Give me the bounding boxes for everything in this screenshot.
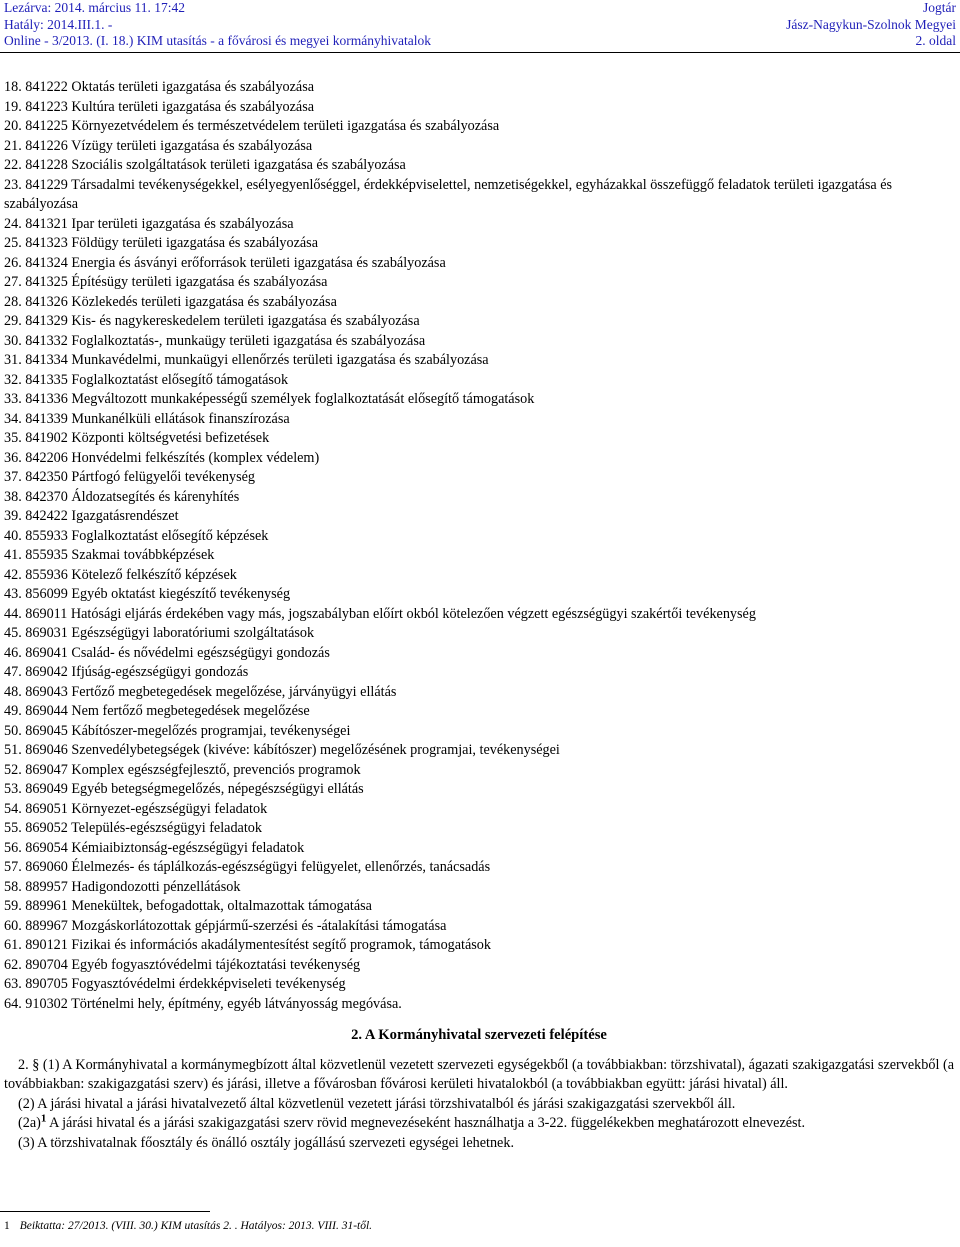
list-item: 23. 841229 Társadalmi tevékenységekkel, esélyegyenlőséggel, érdekképviselettel, nemzetiségekkel, egyházakkal összefüggő feladatok területi igazgatása és szabályozása (4, 176, 893, 212)
list-item: 38. 842370 Áldozatsegítés és kárenyhítés (4, 488, 240, 505)
list-item: 24. 841321 Ipar területi igazgatása és szabályozása (4, 215, 294, 232)
paragraph-2a (4, 1114, 954, 1134)
list-item: 22. 841228 Szociális szolgáltatások területi igazgatása és szabályozása (4, 157, 406, 173)
header-brand: Jogtár (923, 0, 956, 15)
list-item: 31. 841334 Munkavédelmi, munkaügyi ellenőrzés területi igazgatása és szabályozása (4, 352, 489, 368)
list-item: 33. 841336 Megváltozott munkaképességű személyek foglalkoztatását elősegítő támogatások (4, 391, 535, 407)
list-item: 62. 890704 Egyéb fogyasztóvédelmi tájékoztatási tevékenység (4, 956, 361, 973)
header-source: Online - 3/2013. (I. 18.) KIM utasítás - a fővárosi és megyei kormányhivatalok (4, 33, 432, 48)
list-item: 48. 869043 Fertőző megbetegedések megelőzése, járványügyi ellátás (4, 683, 397, 700)
list-item: 57. 869060 Élelmezés- és táplálkozás-egészségügyi felügyelet, ellenőrzés, tanácsadás (4, 859, 491, 875)
list-item: 40. 855933 Foglalkoztatást elősegítő képzések (4, 527, 269, 544)
footnote-number: 1 (4, 1220, 10, 1232)
list-item: 43. 856099 Egyéb oktatást kiegészítő tevékenység (4, 586, 291, 602)
header-rule (0, 52, 960, 53)
list-item: 63. 890705 Fogyasztóvédelmi érdekképviseleti tevékenység (4, 976, 346, 992)
list-item: 28. 841326 Közlekedés területi igazgatása és szabályozása (4, 293, 337, 310)
list-item: 58. 889957 Hadigondozotti pénzellátások (4, 878, 241, 895)
header-closed-date: Lezárva: 2014. március 11. 17:42 (4, 0, 185, 15)
list-item: 46. 869041 Család- és nővédelmi egészségügyi gondozás (4, 644, 330, 661)
list-item: 30. 841332 Foglalkoztatás-, munkaügy területi igazgatása és szabályozása (4, 332, 426, 349)
list-item: 41. 855935 Szakmai továbbképzések (4, 547, 215, 563)
header-county: Jász-Nagykun-Szolnok Megyei (786, 16, 956, 32)
footnote-rule (0, 1211, 210, 1212)
list-item: 42. 855936 Kötelező felkészítő képzések (4, 566, 237, 583)
list-item: 18. 841222 Oktatás területi igazgatása és szabályozása (4, 79, 315, 95)
header-left (4, 0, 431, 50)
footnote-reference[interactable]: 1 (40, 1112, 47, 1125)
list-item: 61. 890121 Fizikai és információs akadálymentesítést segítő programok, támogatások (4, 937, 491, 953)
list-item: 52. 869047 Komplex egészségfejlesztő, prevenciós programok (4, 761, 361, 778)
page-header (0, 0, 960, 52)
footnote-text: Beiktatta: 27/2013. (VIII. 30.) KIM utasítás 2. . Hatályos: 2013. VIII. 31-től. (19, 1220, 373, 1232)
list-item: 59. 889961 Menekültek, befogadottak, oltalmazottak támogatása (4, 898, 372, 914)
list-item: 35. 841902 Központi költségvetési befizetések (4, 430, 270, 446)
list-item: 60. 889967 Mozgáskorlátozottak gépjármű-szerzési és -átalakítási támogatása (4, 917, 447, 934)
paragraph-3: (3) A törzshivatalnak főosztály és önálló osztály jogállású szervezeti egységei lehetnek. (18, 1134, 514, 1151)
list-item: 29. 841329 Kis- és nagykereskedelem területi igazgatása és szabályozása (4, 313, 420, 329)
list-item: 53. 869049 Egyéb betegségmegelőzés, népegészségügyi ellátás (4, 781, 364, 797)
list-item: 51. 869046 Szenvedélybetegségek (kivéve: kábítószer) megelőzésének programjai, tevékenységei (4, 742, 560, 758)
header-right (786, 0, 956, 50)
list-item: 19. 841223 Kultúra területi igazgatása és szabályozása (4, 98, 315, 115)
paragraph-2: (2) A járási hivatal a járási hivatalvezető által közvetlenül vezetett járási törzshivatalból és járási szakigazgatási szervekből áll. (18, 1095, 736, 1112)
list-item: 50. 869045 Kábítószer-megelőzés programjai, tevékenységei (4, 722, 351, 739)
list-item: 45. 869031 Egészségügyi laboratóriumi szolgáltatások (4, 625, 315, 641)
header-page-number: 2. oldal (915, 33, 956, 48)
paragraph-2a-label: (2a) (18, 1115, 41, 1131)
list-item: 64. 910302 Történelmi hely, építmény, egyéb látványosság megóvása. (4, 995, 402, 1012)
list-item: 21. 841226 Vízügy területi igazgatása és szabályozása (4, 137, 313, 154)
list-item: 36. 842206 Honvédelmi felkészítés (komplex védelem) (4, 449, 320, 466)
list-item: 26. 841324 Energia és ásványi erőforrások területi igazgatása és szabályozása (4, 254, 446, 271)
paragraph-1: 2. § (1) A Kormányhivatal a kormánymegbízott által közvetlenül vezetett szervezeti egységekből (a továbbiakban: törzshivatal), ágazati szakigazgatási szervekből (a továbbiakban: szakigazgatási szerv) és járási, illetve a fővárosban fővárosi kerületi hivatalokból (a továbbiakban együtt: járási hivatal) áll. (4, 1056, 954, 1092)
list-item: 32. 841335 Foglalkoztatást elősegítő támogatások (4, 371, 289, 388)
footnote (4, 1220, 372, 1232)
list-item: 34. 841339 Munkanélküli ellátások finanszírozása (4, 410, 290, 427)
list-item: 37. 842350 Pártfogó felügyelői tevékenység (4, 469, 255, 485)
list-item: 49. 869044 Nem fertőző megbetegedések megelőzése (4, 703, 310, 719)
list-item: 54. 869051 Környezet-egészségügyi feladatok (4, 800, 268, 817)
list-item: 25. 841323 Földügy területi igazgatása és szabályozása (4, 235, 319, 251)
list-item: 20. 841225 Környezetvédelem és természetvédelem területi igazgatása és szabályozása (4, 118, 500, 134)
list-item: 55. 869052 Település-egészségügyi feladatok (4, 820, 262, 836)
list-item: 56. 869054 Kémiaibiztonság-egészségügyi feladatok (4, 839, 305, 856)
list-item: 27. 841325 Építésügy területi igazgatása és szabályozása (4, 274, 328, 290)
section-title: 2. A Kormányhivatal szervezeti felépítése (351, 1027, 607, 1043)
header-validity: Hatály: 2014.III.1. - (4, 16, 113, 32)
list-item: 39. 842422 Igazgatásrendészet (4, 508, 179, 524)
activity-list (4, 78, 954, 1014)
list-item: 47. 869042 Ifjúság-egészségügyi gondozás (4, 664, 249, 680)
list-item: 44. 869011 Hatósági eljárás érdekében vagy más, jogszabályban előírt okból kötelezően végzett egészségügyi szakértői tevékenység (4, 605, 756, 622)
page-content (4, 78, 954, 1153)
paragraph-2a-text: A járási hivatal és a járási szakigazgatási szerv rövid megnevezéseként használhatja a 3-22. függelékekben meghatározott elnevezést. (46, 1115, 806, 1131)
